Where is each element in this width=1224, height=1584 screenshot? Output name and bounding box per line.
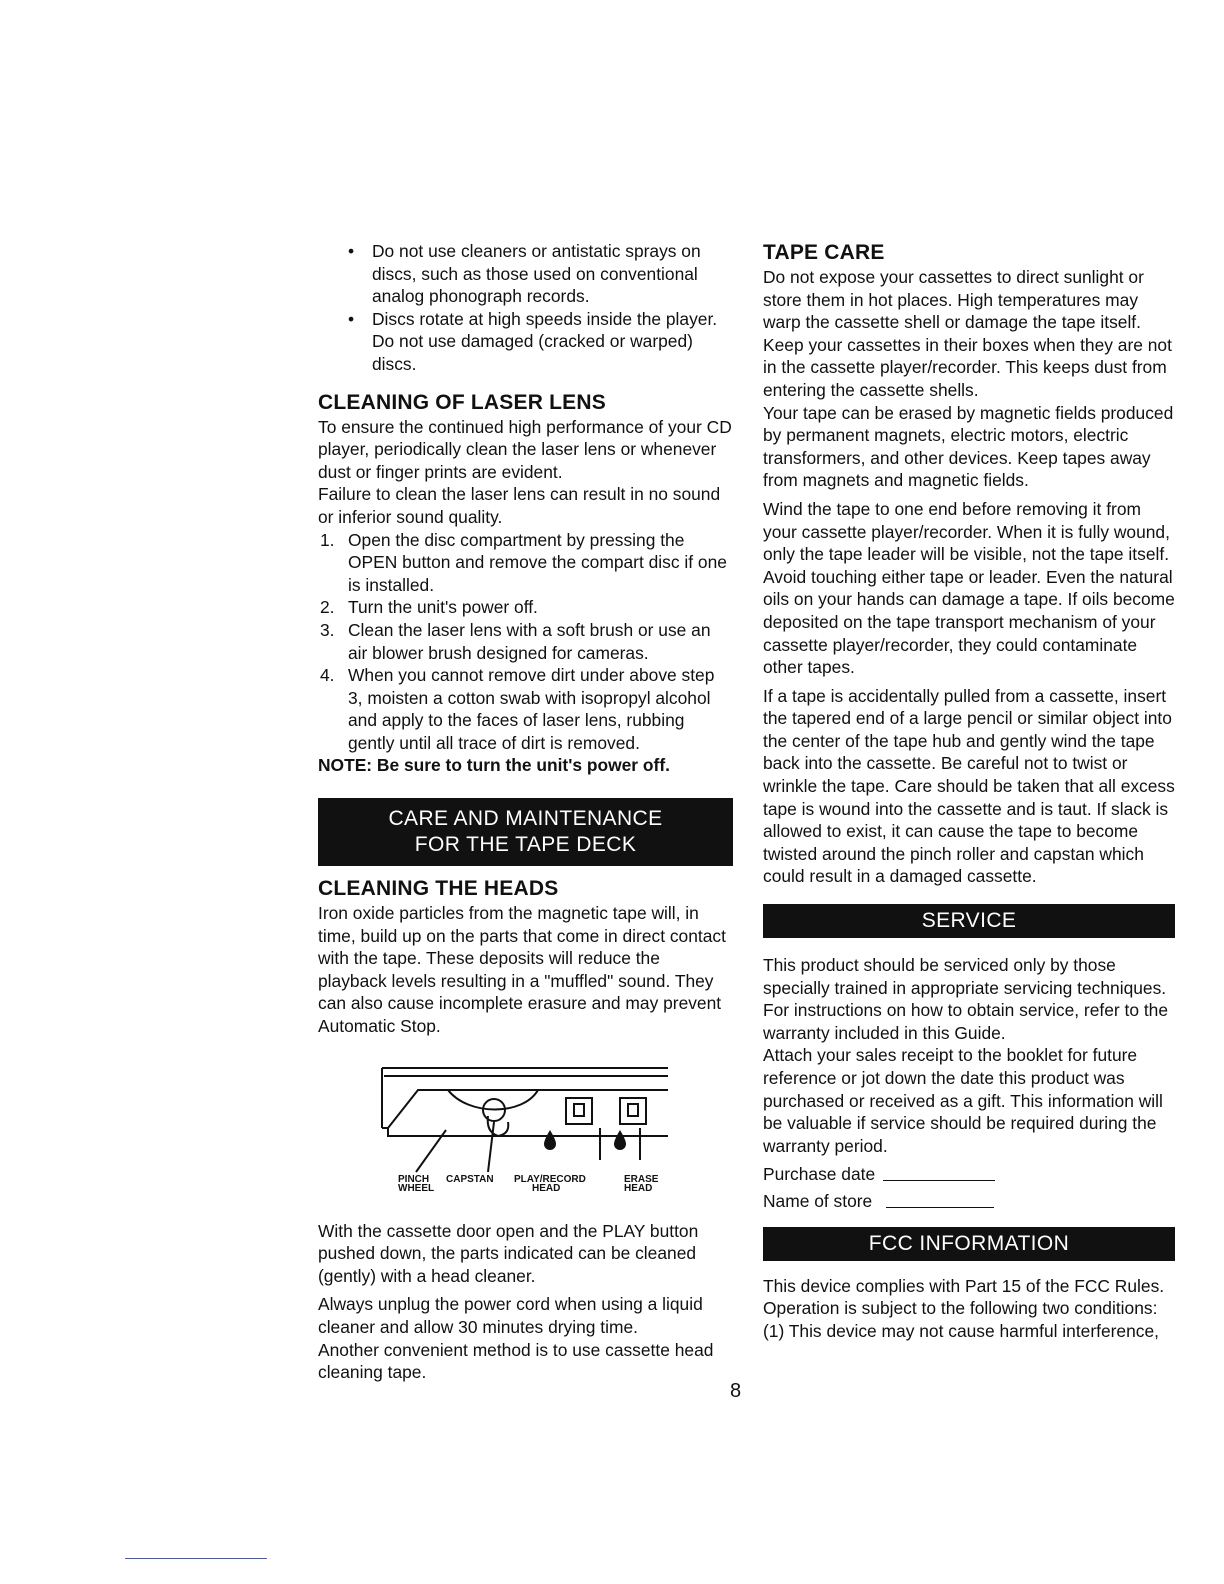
step-item: 2. Turn the unit's power off. [320,597,538,618]
step-item: 3. Clean the laser lens with a soft brush or use an air blower brush designed for cameras. [320,619,711,663]
bullet-item: • Discs rotate at high speeds inside the player. Do not use damaged (cracked or warped) discs. [348,308,718,374]
cleaning-heads-paragraph: Always unplug the power cord when using a liquid cleaner and allow 30 minutes drying time. [318,1294,703,1337]
laser-lens-heading: CLEANING OF LASER LENS [318,390,606,414]
tape-head-diagram [318,1060,733,1210]
capstan-label: CAPSTAN [446,1173,494,1185]
purchase-date-line [883,1180,995,1181]
tape-care-paragraph: Wind the tape to one end before removing it from your cassette player/recorder. When it is fully wound, only the tape leader will be visible, not the tape itself. Avoid touching either tape or leader. Even the natural oils on your hands can damage a tape. If oils become deposited on the tape transport mechanism of your cassette player/recorder, they could contaminate other tapes. [763,498,1175,678]
cleaning-heads-paragraph: Iron oxide particles from the magnetic tape will, in time, build up on the parts that come in direct contact with the tape. These deposits will reduce the playback levels resulting in a "muffled" sound. They can also cause incomplete erasure and may prevent Automatic Stop. [318,903,726,1037]
bullet-item: • Do not use cleaners or antistatic sprays on discs, such as those used on conventional analog phonograph records. [348,241,701,307]
service-banner: SERVICE [763,904,1175,938]
tape-care-paragraph: Your tape can be erased by magnetic fields produced by permanent magnets, electric motors, electric transformers, and other devices. Keep tapes away from magnets and magnetic fields. [763,402,1174,491]
play-record-head-label: HEAD [532,1182,561,1194]
laser-lens-paragraph: Failure to clean the laser lens can result in no sound or inferior sound quality. [318,484,721,527]
play-record-head-label: PLAY/RECORD [514,1173,586,1185]
left-column [318,240,733,1384]
right-column [763,240,1175,1342]
erase-head-label: HEAD [624,1182,653,1194]
store-name-line [886,1207,994,1208]
care-maintenance-banner: CARE AND MAINTENANCE FOR THE TAPE DECK [318,798,733,866]
purchase-date-label: Purchase date [763,1164,876,1185]
fcc-banner: FCC INFORMATION [763,1227,1175,1261]
tape-care-paragraph: If a tape is accidentally pulled from a cassette, insert the tapered end of a large pencil or similar object into the center of the tape hub and gently wind the tape back into the cassette. Be careful not to twist or wrinkle the tape. Care should be taken that all excess tape is wound into the cassette and is taut. If slack is allowed to exist, it can cause the tape to become twisted around the pinch roller and capstan which could result in a damaged cassette. [763,685,1175,887]
purchase-date-field [763,1163,1175,1186]
pinch-wheel-label: WHEEL [398,1182,435,1194]
cleaning-heads-paragraph: With the cassette door open and the PLAY button pushed down, the parts indicated can be cleaned (gently) with a head cleaner. [318,1220,699,1286]
page-number: 8 [730,1380,742,1402]
droplet-icon [544,1130,556,1150]
tape-care-heading: TAPE CARE [763,241,885,264]
tape-care-paragraph: Do not expose your cassettes to direct sunlight or store them in hot places. High temperatures may warp the cassette shell or damage the tape itself. Keep your cassettes in their boxes when they are not in the cassette player/recorder. This keeps dust from entering the cassette shells. [763,267,1172,400]
store-name-field [763,1190,1175,1213]
cleaning-heads-paragraph: Another convenient method is to use cassette head cleaning tape. [318,1339,714,1383]
bullet-icon: • [348,308,355,329]
droplet-icon [614,1130,626,1150]
step-item: 1. Open the disc compartment by pressing the OPEN button and remove the compart disc if one is installed. [320,529,727,595]
power-off-note: NOTE: Be sure to turn the unit's power off. [318,755,670,776]
bullet-icon: • [348,241,355,261]
erase-head-label: ERASE [624,1173,659,1185]
store-name-label: Name of store [763,1190,873,1211]
pinch-wheel-label: PINCH [398,1173,430,1185]
laser-cleaning-steps [318,529,733,755]
disc-care-bullets [318,240,733,376]
bottom-rule [125,1558,267,1559]
cleaning-heads-heading: CLEANING THE HEADS [318,877,559,901]
fcc-paragraph: This device complies with Part 15 of the FCC Rules. Operation is subject to the following two conditions: (1) This device may not cause harmful interference, [763,1275,1165,1341]
step-item: 4. When you cannot remove dirt under above step 3, moisten a cotton swab with isopropyl alcohol and apply to the faces of laser lens, rubbing gently until all trace of dirt is removed. [320,665,715,753]
laser-lens-paragraph: To ensure the continued high performance of your CD player, periodically clean the laser lens or whenever dust or finger prints are evident. [318,416,732,482]
service-paragraph: Attach your sales receipt to the booklet for future reference or jot down the date this product was purchased or received as a gift. This information will be valuable if service should be required during the warranty period. [763,1045,1163,1156]
service-paragraph: This product should be serviced only by those specially trained in appropriate servicing techniques. For instructions on how to obtain service, refer to the warranty included in this Guide. [763,955,1169,1043]
